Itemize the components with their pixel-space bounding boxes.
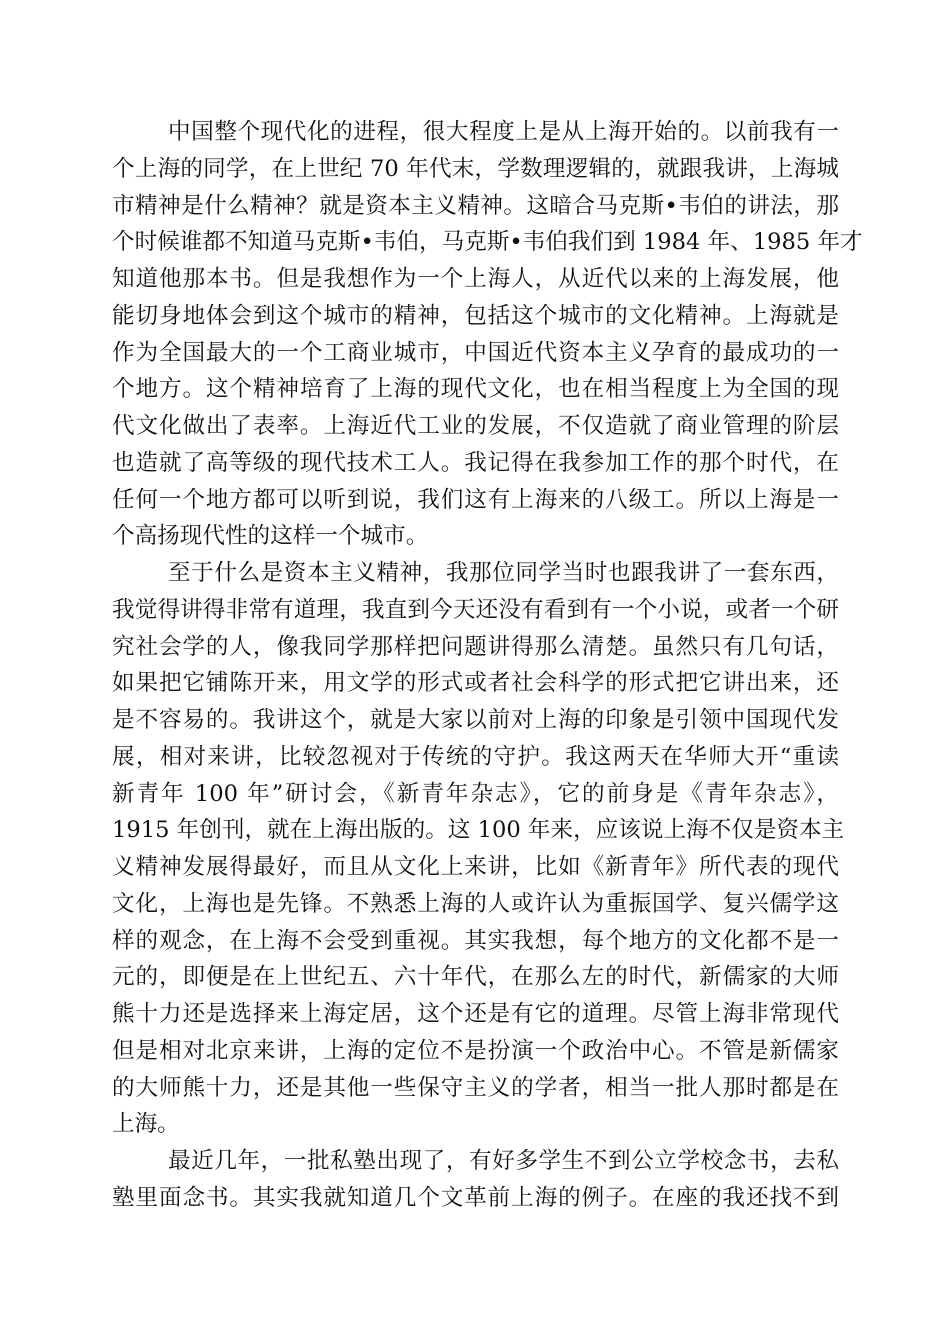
text-line: 文化，上海也是先锋。不熟悉上海的人或许认为重振国学、复兴儒学这 [112,890,839,917]
text-line: 个地方。这个精神培育了上海的现代文化，也在相当程度上为全国的现 [112,376,839,403]
text-line: 但是相对北京来讲，上海的定位不是扮演一个政治中心。不管是新儒家 [112,1037,839,1064]
text-line: 元的，即便是在上世纪五、六十年代，在那么左的时代，新儒家的大师 [112,964,839,991]
text-line: 也造就了高等级的现代技术工人。我记得在我参加工作的那个时代，在 [112,449,839,476]
text-line: 作为全国最大的一个工商业城市，中国近代资本主义孕育的最成功的一 [112,339,839,366]
text-line: 能切身地体会到这个城市的精神，包括这个城市的文化精神。上海就是 [112,302,839,329]
text-line: 中国整个现代化的进程，很大程度上是从上海开始的。以前我有一 [168,119,839,145]
body-text [112,114,863,1217]
text-line: 上海。 [112,1111,180,1138]
text-line: 熊十力还是选择来上海定居，这个还是有它的道理。尽管上海非常现代 [112,1001,839,1027]
text-line: 至于什么是资本主义精神，我那位同学当时也跟我讲了一套东西， [168,560,839,586]
text-line: 样的观念，在上海不会受到重视。其实我想，每个地方的文化都不是一 [112,927,839,954]
text-line: 究社会学的人，像我同学那样把问题讲得那么清楚。虽然只有几句话， [112,633,839,660]
text-line: 代文化做出了表率。上海近代工业的发展，不仅造就了商业管理的阶层 [112,413,839,439]
text-line: 个高扬现代性的这样一个城市。 [112,523,429,550]
text-line: 如果把它铺陈开来，用文学的形式或者社会科学的形式把它讲出来，还 [112,670,839,697]
text-line: 知道他那本书。但是我想作为一个上海人，从近代以来的上海发展，他 [112,266,839,292]
text-line: 最近几年，一批私塾出现了，有好多学生不到公立学校念书，去私 [168,1148,839,1174]
text-line: 1915 年创刊，就在上海出版的。这 100 年来，应该说上海不仅是资本主 [112,817,845,844]
text-line: 个上海的同学，在上世纪 70 年代末，学数理逻辑的，就跟我讲，上海城 [112,155,839,182]
text-line: 个时候谁都不知道马克斯•韦伯，马克斯•韦伯我们到 1984 年、1985 年才 [112,229,863,256]
text-line: 的大师熊十力，还是其他一些保守主义的学者，相当一批人那时都是在 [112,1074,839,1101]
paragraph-3 [112,1143,839,1217]
text-line: 任何一个地方都可以听到说，我们这有上海来的八级工。所以上海是一 [112,486,839,513]
text-line: 义精神发展得最好，而且从文化上来讲，比如《新青年》所代表的现代 [112,854,839,880]
paragraph-1 [112,114,863,555]
text-line: 是不容易的。我讲这个，就是大家以前对上海的印象是引领中国现代发 [112,707,839,733]
text-line: 新青年 100 年”研讨会，《新青年杂志》，它的前身是《青年杂志》， [112,780,839,807]
text-line: 市精神是什么精神？就是资本主义精神。这暗合马克斯•韦伯的讲法，那 [112,192,839,219]
text-line: 塾里面念书。其实我就知道几个文革前上海的例子。在座的我还找不到 [112,1184,839,1211]
text-line: 展，相对来讲，比较忽视对于传统的守护。我这两天在华师大开“重读 [112,743,839,770]
paragraph-2 [112,555,845,1143]
text-line: 我觉得讲得非常有道理，我直到今天还没有看到有一个小说，或者一个研 [112,596,839,623]
